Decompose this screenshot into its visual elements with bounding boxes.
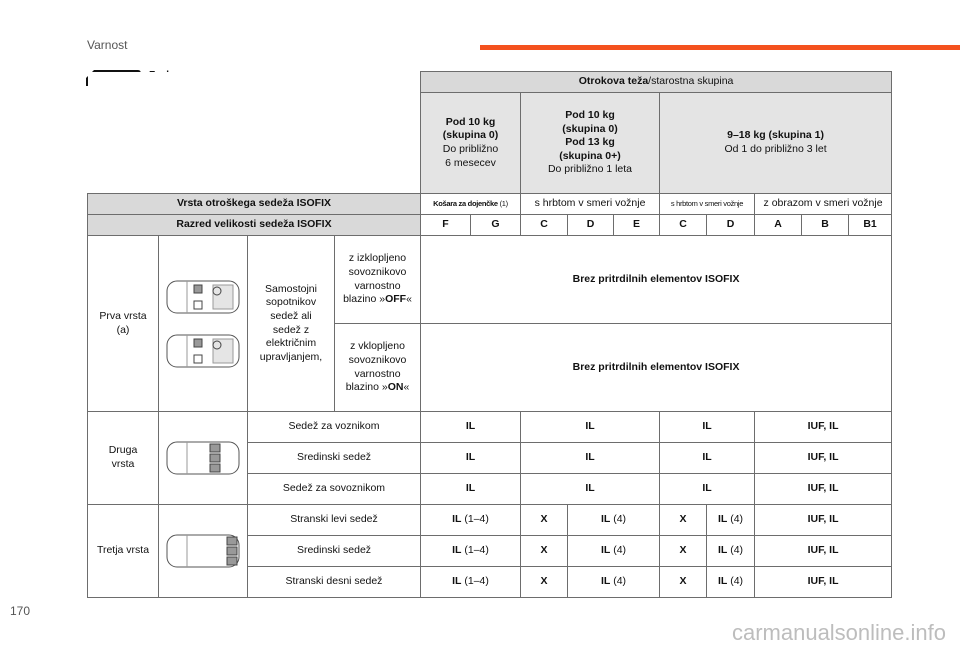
seat-value: IL (4) [707, 567, 755, 598]
size-class: C [521, 215, 568, 236]
seat-value: IUF, IL [755, 536, 892, 567]
seat-name: Stranski levi sedež [248, 505, 421, 536]
size-class: G [471, 215, 521, 236]
weight-group-0: Pod 10 kg (skupina 0) Do približno 6 mesecev [421, 93, 521, 194]
isofix-table [87, 71, 892, 598]
size-class-label: Razred velikosti sedeža ISOFIX [88, 215, 421, 236]
seat-value: IL (4) [568, 505, 660, 536]
seat-type-rear-facing-small: s hrbtom v smeri vožnje [660, 194, 755, 215]
seat-type-label: Vrsta otroškega sedeža ISOFIX [88, 194, 421, 215]
age-group-header: Otrokova teža/starostna skupina [421, 72, 892, 93]
seat-value: IL [521, 443, 660, 474]
size-class: B1 [849, 215, 892, 236]
seat-name: Sredinski sedež [248, 443, 421, 474]
seat-value: IL (1–4) [421, 505, 521, 536]
seat-value: IL [660, 412, 755, 443]
size-class: D [568, 215, 614, 236]
no-isofix-airbag-off: Brez pritrdilnih elementov ISOFIX [421, 236, 892, 324]
seat-value: IL [521, 474, 660, 505]
car-front-passenger-icon [165, 277, 241, 317]
second-row-label: Druga vrsta [88, 412, 159, 505]
size-class: E [614, 215, 660, 236]
third-row-diagram [159, 505, 248, 598]
section-title: Varnost [87, 38, 128, 52]
seat-value: IL (4) [568, 536, 660, 567]
first-row-diagram [159, 236, 248, 412]
seat-name: Sedež za voznikom [248, 412, 421, 443]
size-class: C [660, 215, 707, 236]
seat-value: IL [421, 412, 521, 443]
seat-value: IL [421, 443, 521, 474]
seat-name: Sedež za sovoznikom [248, 474, 421, 505]
seat-value: X [660, 536, 707, 567]
size-class: B [802, 215, 849, 236]
seat-value: IL (1–4) [421, 536, 521, 567]
car-second-row-icon [165, 438, 241, 478]
weight-group-1: 9–18 kg (skupina 1) Od 1 do približno 3 let [660, 93, 892, 194]
seat-type-forward-facing: z obrazom v smeri vožnje [755, 194, 892, 215]
third-row-label: Tretja vrsta [88, 505, 159, 598]
seat-type-carrycot: Košara za dojenčke (1) [421, 194, 521, 215]
seat-value: IL (4) [707, 536, 755, 567]
car-front-passenger-icon [165, 331, 241, 371]
seat-name: Sredinski sedež [248, 536, 421, 567]
airbag-on-condition: z vklopljeno sovoznikovo varnostno blazino »ON« [335, 324, 421, 412]
seat-value: X [521, 567, 568, 598]
seat-name: Stranski desni sedež [248, 567, 421, 598]
seat-value: X [521, 536, 568, 567]
seat-value: IL [660, 443, 755, 474]
seat-value: X [660, 567, 707, 598]
seat-value: IL (4) [568, 567, 660, 598]
page-number: 170 [10, 604, 31, 618]
seat-value: X [660, 505, 707, 536]
car-third-row-icon [165, 531, 241, 571]
weight-group-0plus: Pod 10 kg (skupina 0) Pod 13 kg (skupina 0+) Do približno 1 leta [521, 93, 660, 194]
seat-value: IUF, IL [755, 567, 892, 598]
seat-value: IL (1–4) [421, 567, 521, 598]
first-row-seat-description: Samostojni sopotnikov sedež ali sedež z električnim upravljanjem, [248, 236, 335, 412]
header-accent-bar [480, 45, 960, 50]
seat-value: IL [421, 474, 521, 505]
seat-value: IUF, IL [755, 412, 892, 443]
size-class: A [755, 215, 802, 236]
second-row-diagram [159, 412, 248, 505]
airbag-off-condition: z izklopljeno sovoznikovo varnostno blazino »OFF« [335, 236, 421, 324]
size-class: F [421, 215, 471, 236]
watermark: carmanualsonline.info [731, 620, 946, 645]
seat-value: IUF, IL [755, 505, 892, 536]
size-class: D [707, 215, 755, 236]
seat-value: IL (4) [707, 505, 755, 536]
seat-type-rear-facing: s hrbtom v smeri vožnje [521, 194, 660, 215]
seat-value: X [521, 505, 568, 536]
seat-value: IUF, IL [755, 474, 892, 505]
seat-value: IL [660, 474, 755, 505]
seat-value: IUF, IL [755, 443, 892, 474]
no-isofix-airbag-on: Brez pritrdilnih elementov ISOFIX [421, 324, 892, 412]
first-row-label: Prva vrsta (a) [88, 236, 159, 412]
seat-value: IL [521, 412, 660, 443]
